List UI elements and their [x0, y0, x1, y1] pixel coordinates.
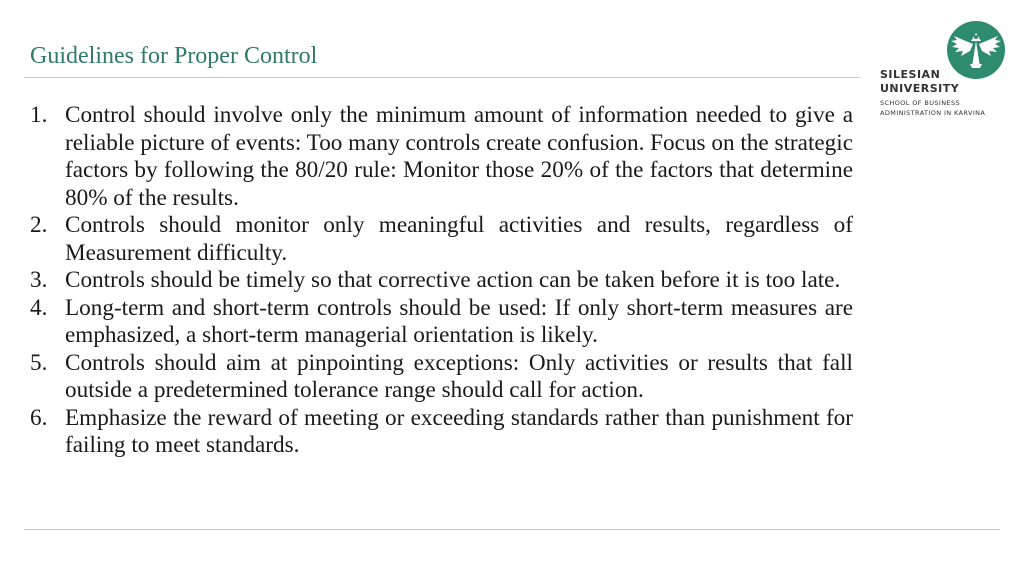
university-logo [880, 20, 1010, 120]
list-item [30, 350, 853, 405]
item-number: 4. [30, 294, 48, 321]
logo-name-line1: SILESIAN [880, 68, 941, 81]
list-item [30, 405, 853, 460]
title-divider [24, 77, 860, 78]
list-item [30, 267, 853, 295]
footer-divider [24, 529, 1000, 530]
item-text: Long-term and short-term controls should be used: If only short-term measures are emphasized, a short-term managerial orientation is likely. [65, 294, 853, 348]
item-text: Controls should aim at pinpointing exceptions: Only activities or results that fall outside a predetermined tolerance range should call for action. [65, 349, 853, 403]
item-number: 6. [30, 404, 48, 431]
item-number: 5. [30, 349, 48, 376]
item-number: 1. [30, 102, 48, 128]
list-item [30, 212, 853, 267]
list-item [30, 102, 853, 212]
item-text: Emphasize the reward of meeting or exceeding standards rather than punishment for failing to meet standards. [65, 404, 853, 458]
logo-name-line2: UNIVERSITY [880, 82, 960, 95]
guideline-list [30, 102, 853, 460]
list-item [30, 295, 853, 350]
item-text: Controls should be timely so that corrective action can be taken before it is too late. [65, 267, 841, 293]
eagle-emblem-icon [946, 20, 1006, 80]
item-text: Control should involve only the minimum amount of information needed to give a reliable picture of events: Too many controls create confusion. Focus on the strategic factors by following the 80/20 rule: Monitor those 20% of the factors that determine 80% of the results. [65, 102, 854, 211]
item-number: 2. [30, 212, 48, 238]
logo-sub-line1: SCHOOL OF BUSINESS [880, 99, 961, 107]
slide-title: Guidelines for Proper Control [30, 43, 318, 69]
item-number: 3. [30, 267, 48, 293]
item-text: Controls should monitor only meaningful activities and results, regardless of Measurement difficulty. [65, 212, 853, 266]
logo-sub-line2: ADMINISTRATION IN KARVINA [880, 109, 986, 117]
